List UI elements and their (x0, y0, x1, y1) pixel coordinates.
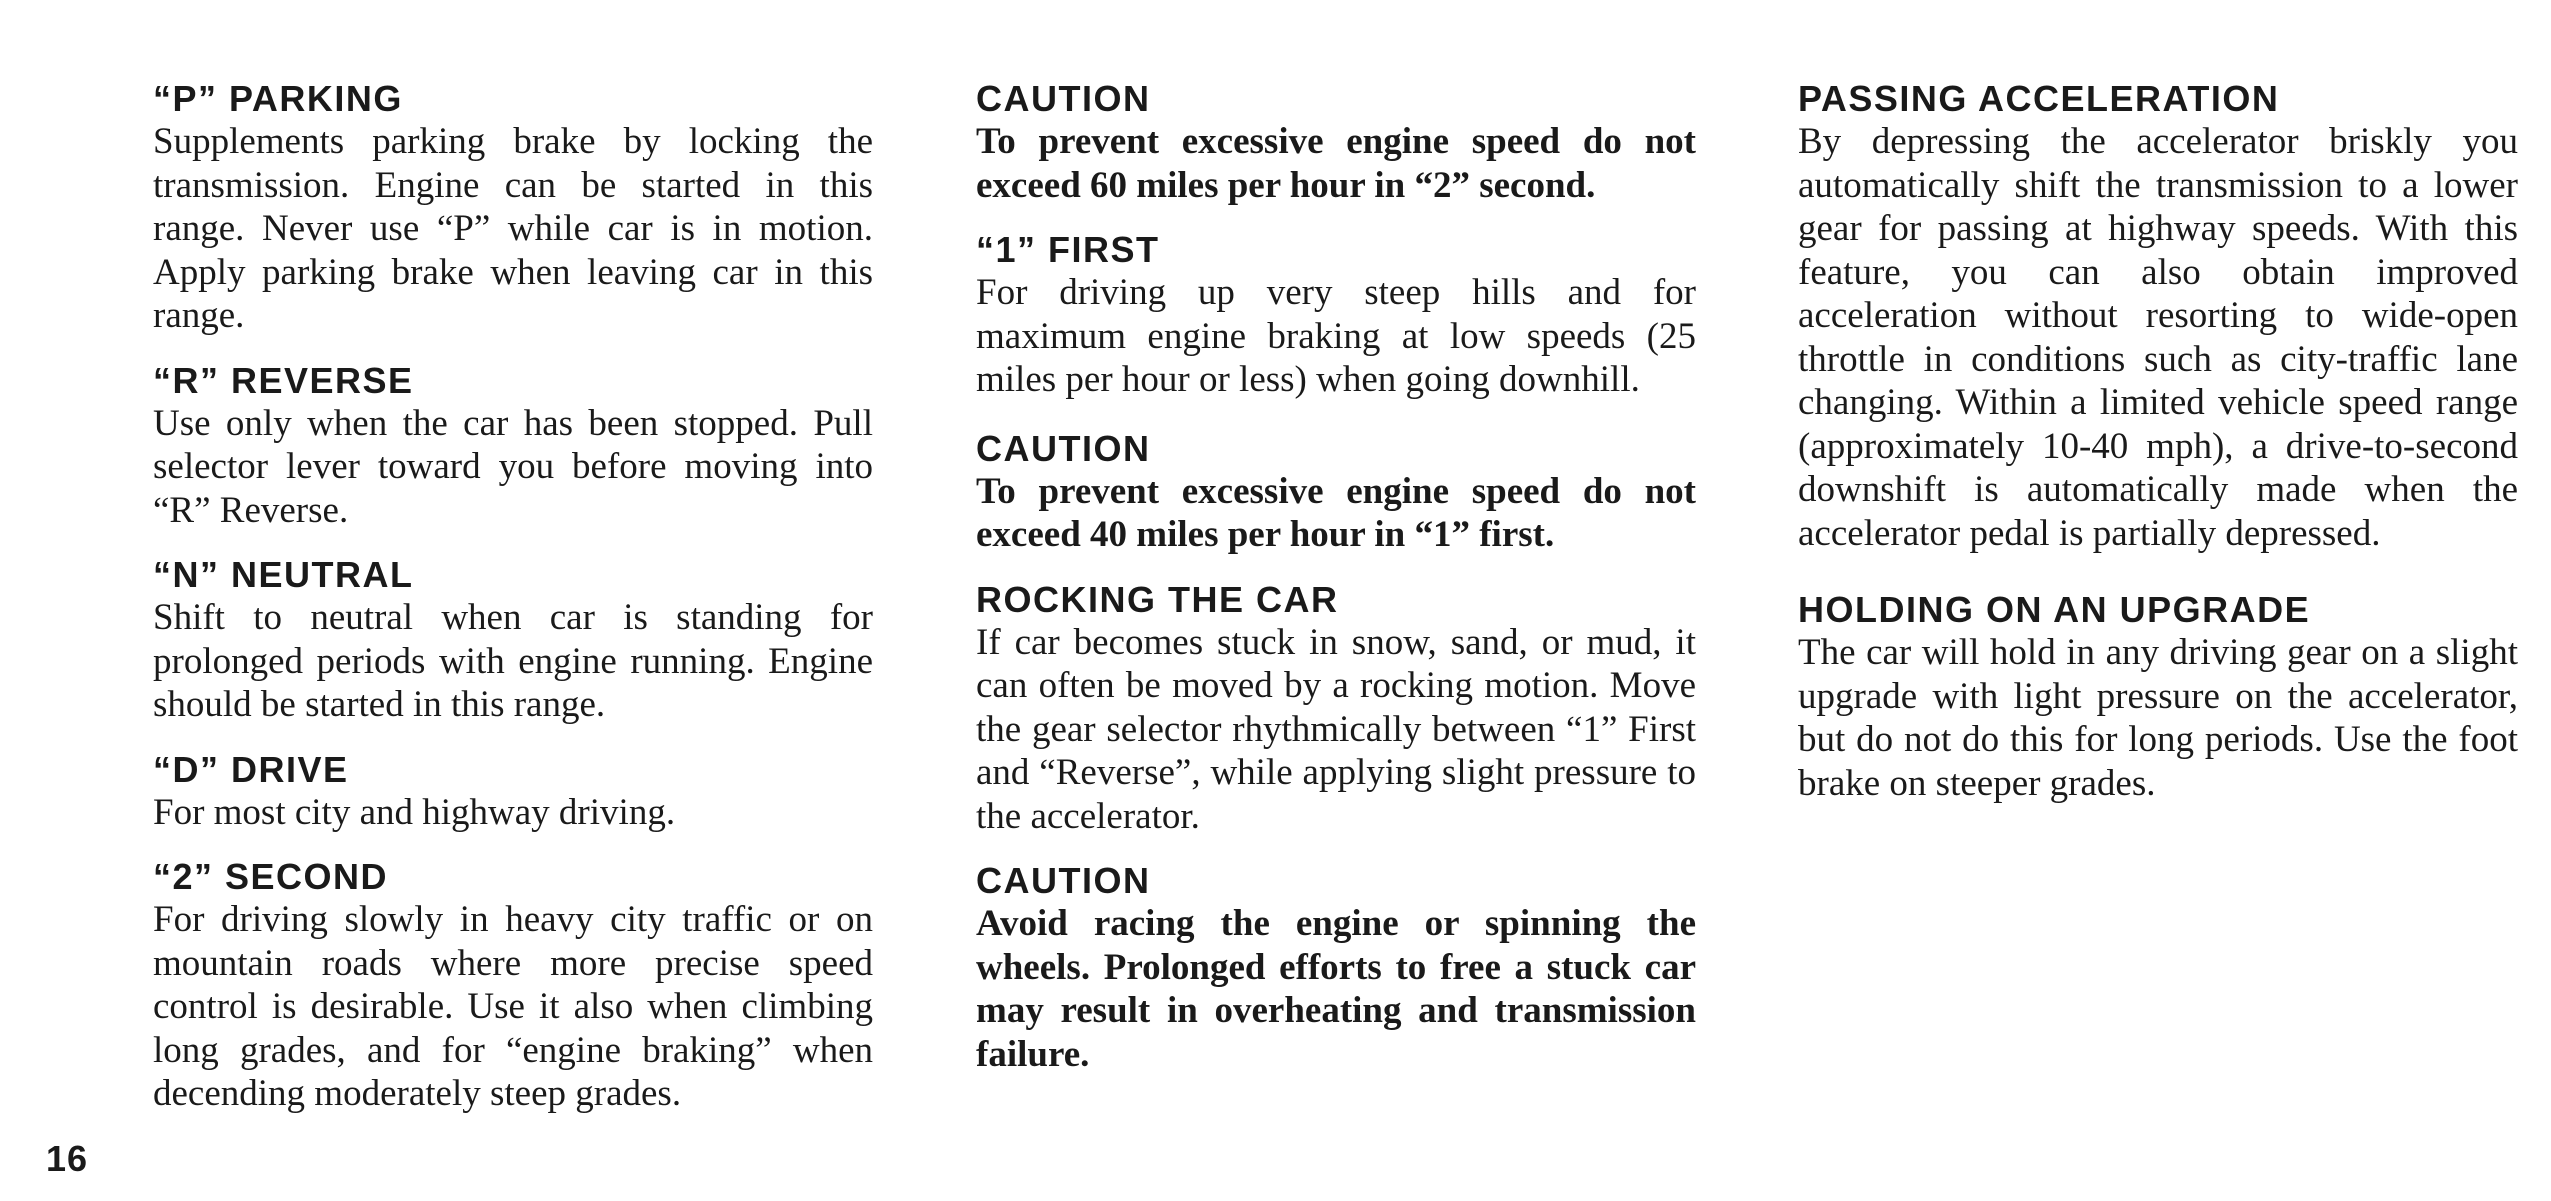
section-text: Use only when the car has been stopped. Pull selector lever toward you before moving into “R” Reverse. (153, 402, 873, 531)
section-n-neutral (153, 554, 873, 727)
column-middle (976, 78, 1696, 1098)
section-passing-acceleration (1798, 78, 2518, 555)
section-heading: “N” NEUTRAL (153, 554, 414, 595)
section-heading: “R” REVERSE (153, 359, 414, 401)
section-heading: “1” FIRST (976, 229, 1160, 270)
section-text: If car becomes stuck in snow, sand, or mud, it can often be moved by a rocking motion. Move the gear selector rhythmically between “1” First and “Reverse”, while applying slight pressure to the accelerator. (976, 621, 1696, 837)
section-text: For most city and highway driving. (153, 791, 676, 833)
section-heading: “D” DRIVE (153, 748, 349, 790)
section-1-first (976, 229, 1696, 402)
section-heading: CAUTION (976, 78, 1151, 119)
section-heading: PASSING ACCELERATION (1798, 78, 2280, 119)
section-caution-first (976, 428, 1696, 557)
section-text: Supplements parking brake by locking the transmission. Engine can be started in this range. Never use “P” while car is in motion. Apply parking brake when leaving car in this range. (153, 121, 873, 336)
column-right (1798, 78, 2518, 831)
section-heading: CAUTION (976, 860, 1151, 901)
caution-text: Avoid racing the engine or spinning the wheels. Prolonged efforts to free a stuck car may result in overheating and transmission failure. (976, 903, 1696, 1075)
section-r-reverse (153, 360, 873, 533)
column-left (153, 78, 873, 1138)
page-number: 16 (46, 1138, 89, 1179)
caution-text: To prevent excessive engine speed do not exceed 40 miles per hour in “1” first. (976, 470, 1696, 555)
section-text: For driving slowly in heavy city traffic or on mountain roads where more precise speed control is desirable. Use it also when climbing long grades, and for “engine braking” when decending moderately steep grades. (153, 899, 873, 1114)
section-text: By depressing the accelerator briskly you automatically shift the transmission to a lower gear for passing at highway speeds. With this feature, you can also obtain improved acceleration without resorting to wide-open throttle in conditions such as city-traffic lane changing. Within a limited vehicle speed range (approximately 10-40 mph), a drive-to-second downshift is automatically made when the accelerator pedal is partially depressed. (1798, 121, 2518, 554)
section-caution-second (976, 78, 1696, 207)
section-caution-racing (976, 860, 1696, 1076)
section-heading: ROCKING THE CAR (976, 578, 1339, 620)
section-heading: HOLDING ON AN UPGRADE (1798, 589, 2311, 630)
section-heading: “2” SECOND (153, 856, 389, 897)
section-text: The car will hold in any driving gear on a slight upgrade with light pressure on the accelerator, but do not do this for long periods. Use the foot brake on steeper grades. (1798, 632, 2518, 804)
section-text: Shift to neutral when car is standing for prolonged periods with engine running. Engine should be started in this range. (153, 597, 873, 725)
section-d-drive (153, 749, 873, 835)
section-rocking-the-car (976, 579, 1696, 839)
caution-text: To prevent excessive engine speed do not exceed 60 miles per hour in “2” second. (976, 121, 1696, 206)
section-text: For driving up very steep hills and for maximum engine braking at low speeds (25 miles per hour or less) when going downhill. (976, 272, 1696, 400)
section-heading: CAUTION (976, 427, 1151, 469)
section-p-parking (153, 78, 873, 338)
section-holding-on-upgrade (1798, 589, 2518, 805)
section-heading: “P” PARKING (153, 78, 403, 119)
section-2-second (153, 856, 873, 1116)
